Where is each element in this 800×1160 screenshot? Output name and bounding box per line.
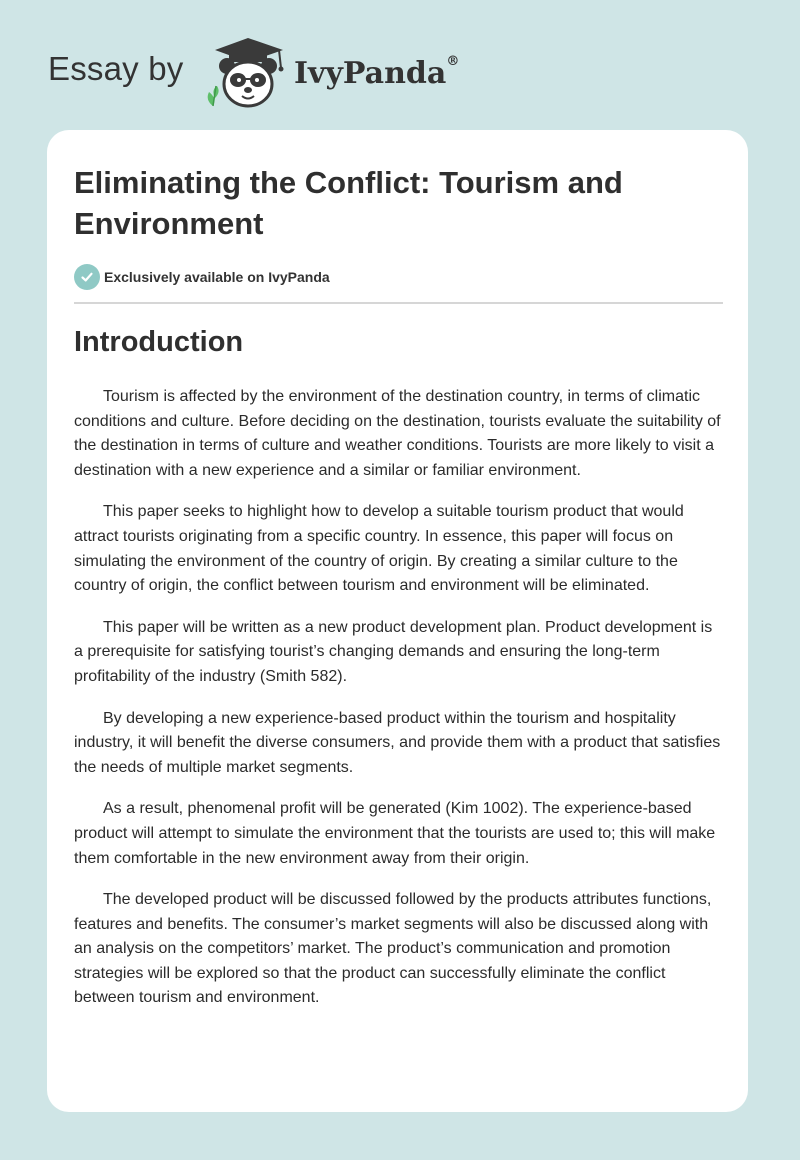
exclusive-label: Exclusively available on IvyPanda [104, 269, 330, 285]
essay-by-label: Essay by [48, 50, 184, 87]
site-header [48, 34, 548, 110]
paragraph: This paper will be written as a new product development plan. Product development is a prerequisite for satisfying tourist’s changing demands and ensuring the long-term profitability of the industry (Smith 582). [74, 618, 713, 685]
check-circle-icon [74, 264, 100, 290]
brand-name[interactable]: IvyPanda® [294, 54, 460, 91]
registered-mark: ® [446, 54, 460, 69]
paragraph: Tourism is affected by the environment of the destination country, in terms of climatic conditions and culture. Before deciding on the destination, tourists evaluate the suitability of the destination in terms of culture and weather conditions. Tourists are more likely to visit a destination with a new experience and a similar or familiar environment. [74, 388, 721, 479]
essay-card [47, 130, 748, 1112]
section-heading: Introduction [74, 326, 244, 358]
divider [74, 302, 723, 304]
essay-body [74, 385, 724, 1028]
page-title: Eliminating the Conflict: Tourism and Environment [74, 165, 623, 241]
paragraph: This paper seeks to highlight how to develop a suitable tourism product that would attract tourists originating from a specific country. In essence, this paper will focus on simulating the environment of the country of origin. By creating a similar culture to the country of origin, the conflict between tourism and environment will be eliminated. [74, 503, 684, 595]
paragraph: By developing a new experience-based product within the tourism and hospitality industry, it will benefit the diverse consumers, and provide them with a product that satisfies the needs of multiple market segments. [74, 709, 721, 776]
paragraph: The developed product will be discussed followed by the products attributes functions, features and benefits. The consumer’s market segments will also be discussed along with an analysis on the competitors’ market. The product’s communication and promotion strategies will be explored so that the product can successfully eliminate the conflict between tourism and environment. [74, 891, 712, 1007]
paragraph: As a result, phenomenal profit will be generated (Kim 1002). The experience-based product will attempt to simulate the environment that the tourists are used to; this will make them comfortable in the new environment away from their origin. [74, 800, 716, 867]
exclusive-badge [74, 264, 330, 290]
panda-graduate-icon[interactable] [203, 34, 293, 110]
